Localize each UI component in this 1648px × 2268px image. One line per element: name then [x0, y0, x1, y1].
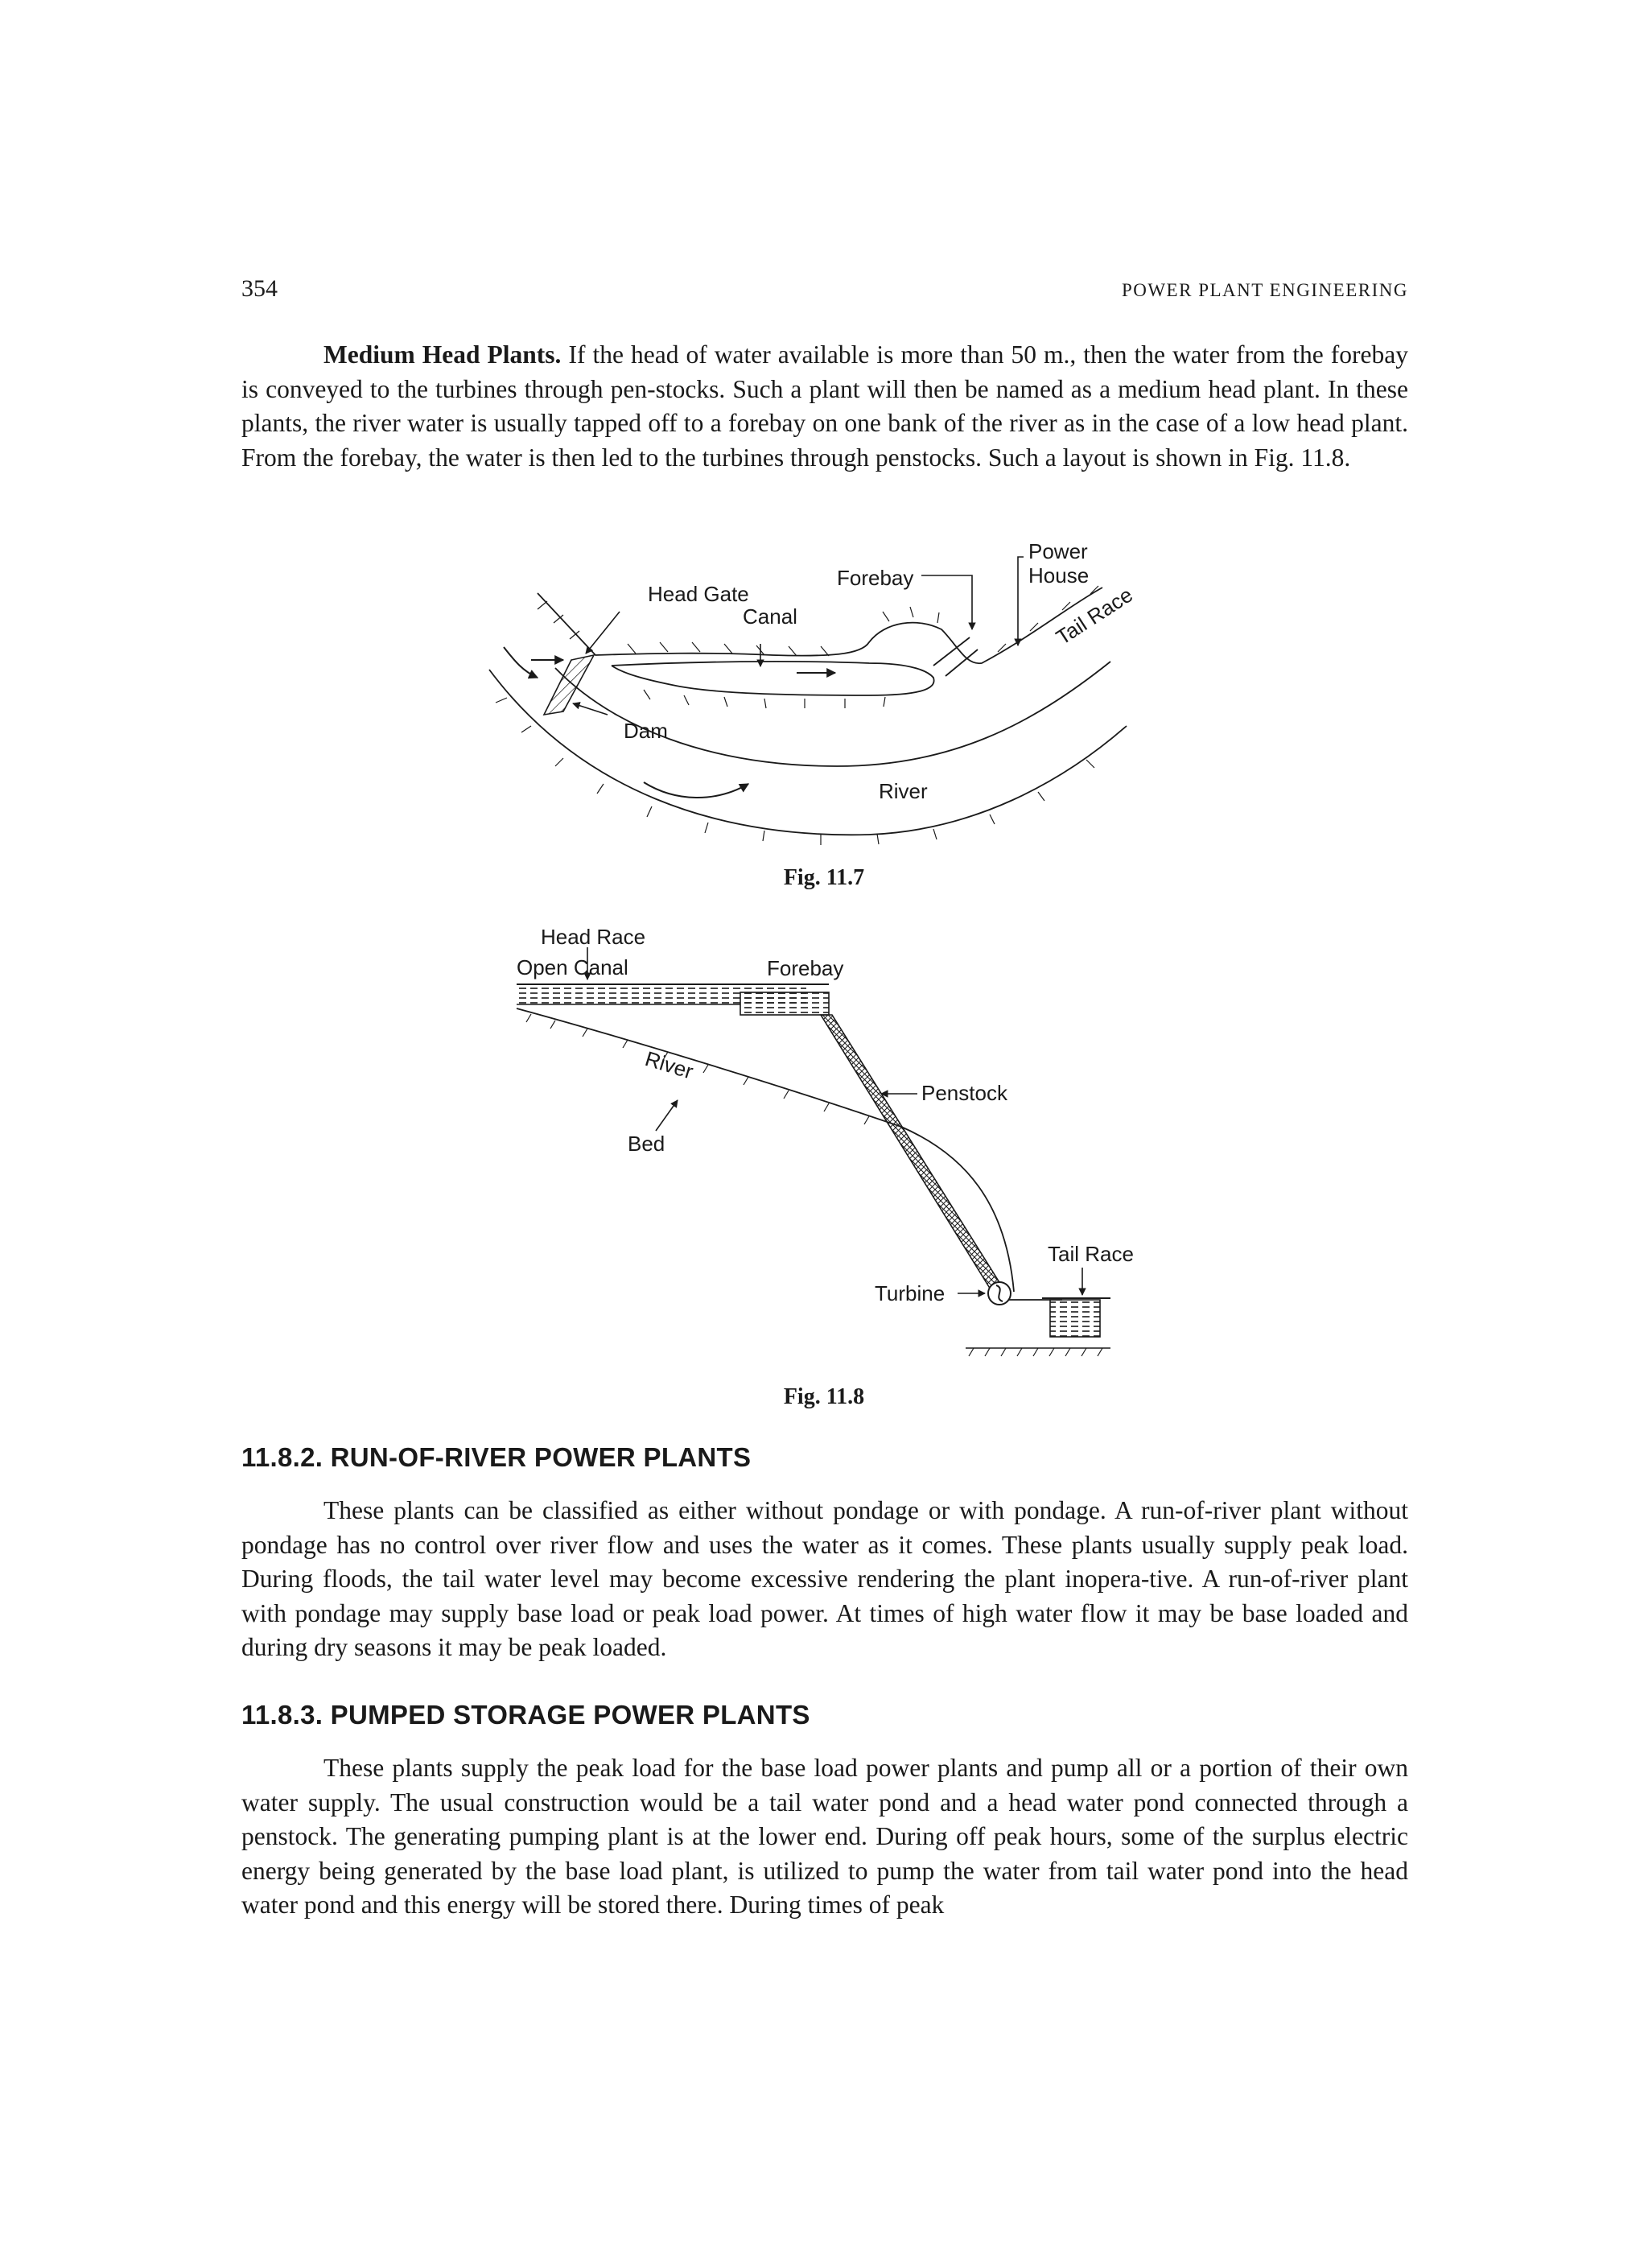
head-gate-leader: [586, 612, 620, 654]
label-tail-race: Tail Race: [1048, 1242, 1134, 1266]
label-house: House: [1028, 563, 1090, 588]
label-turbine: Turbine: [875, 1281, 946, 1305]
run-of-river-paragraph: These plants can be classified as either without pondage or with pondage. A run-of-river plant without pondage has no control over river flow and uses the water as it comes. These plants usually supply peak load. During floods, the tail water level may become excessive rendering the plant inopera-tive. A run-of-river plant with pondage may supply base load or peak load power. At times of high water flow it may be base loaded and during dry seasons it may be peak loaded.: [241, 1496, 1408, 1661]
forebay-leader: [921, 575, 972, 629]
river-flow-arrow: [644, 782, 748, 798]
label-dam: Dam: [624, 719, 668, 743]
label-head-race: Head Race: [541, 925, 646, 949]
pumped-storage-paragraph: These plants supply the peak load for the base load power plants and pump all or a portion of their own water supply. The usual construction would be a tail water pond and a head water pond connected through a penstock. The generating pumping plant is at the lower end. During off peak hours, some of the surplus electric energy being generated by the base load plant, is utilized to pump the water from tail water pond into the head water pond and this energy will be stored there. During times of peak: [241, 1754, 1408, 1919]
figure-11-8-diagram: [451, 913, 1175, 1372]
label-canal: Canal: [743, 604, 797, 629]
penstock: [821, 1015, 1004, 1293]
dam-leader: [573, 703, 608, 715]
dam: [544, 655, 594, 715]
label-power: Power: [1028, 539, 1088, 563]
label-bed: Bed: [628, 1132, 665, 1156]
intro-lead: Medium Head Plants.: [323, 340, 562, 369]
label-river: River: [642, 1046, 697, 1084]
bed-leader: [656, 1100, 678, 1131]
section-heading-pumped-storage: 11.8.3. PUMPED STORAGE POWER PLANTS: [241, 1700, 810, 1730]
figure-11-8-caption: Fig. 11.8: [783, 1384, 865, 1409]
label-forebay: Forebay: [837, 566, 914, 590]
section-heading-run-of-river: 11.8.2. RUN-OF-RIVER POWER PLANTS: [241, 1442, 752, 1472]
forebay-tank: [740, 992, 829, 1015]
label-open-canal: Open Canal: [517, 955, 628, 979]
figure-11-7-diagram: [451, 525, 1175, 871]
running-head: POWER PLANT ENGINEERING: [1121, 280, 1408, 300]
label-forebay: Forebay: [767, 956, 844, 980]
intro-paragraph: [241, 338, 1408, 475]
label-penstock: Penstock: [921, 1081, 1007, 1105]
page-number: 354: [241, 275, 278, 302]
penstock-lines: [933, 637, 978, 676]
page-header: [241, 275, 1408, 307]
inflow-arrow: [504, 647, 538, 678]
canal-inner-bank: [612, 662, 934, 695]
label-head-gate: Head Gate: [648, 582, 749, 606]
tail-race-pond: [1050, 1300, 1100, 1337]
intro-text: If the head of water available is more than 50 m., then the water from the forebay is conveyed to the turbines through pen-stocks. Such a plant will then be named as a medium head plant. In these plants, the river water is usually tapped off to a forebay on one bank of the river as in the case of a low head plant. From the forebay, the water is then led to the turbines through penstocks. Such a layout is shown in Fig. 11.8.: [241, 340, 1408, 472]
river-bed-line: [517, 1008, 901, 1127]
figure-11-7-caption: Fig. 11.7: [783, 865, 865, 890]
label-river: River: [879, 779, 928, 803]
power-house-leader: [1018, 557, 1024, 645]
label-tail-race: Tail Race: [1051, 582, 1137, 650]
